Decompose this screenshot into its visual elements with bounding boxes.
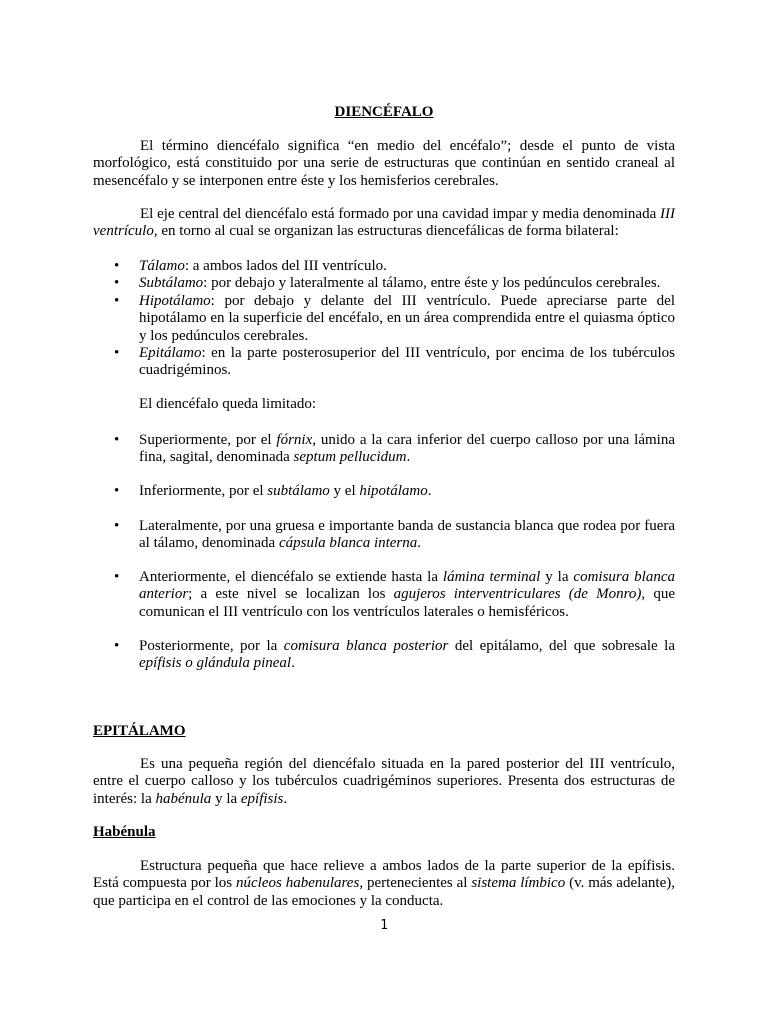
intro-paragraph-1: El término diencéfalo significa “en medio del encéfalo”; desde el punto de vista morfológico, está constituido por una serie de estructuras que continúan en sentido craneal al mesencéfalo y se interponen entre éste y los hemisferios cerebrales. xyxy=(93,138,675,189)
intro-paragraph-2: El eje central del diencéfalo está formado por una cavidad impar y media denominada III ventrículo, en torno al cual se organizan las estructuras diencefálicas de forma bilateral: xyxy=(93,206,675,240)
page-number: 1 xyxy=(380,918,388,933)
limits-intro: El diencéfalo queda limitado: xyxy=(139,396,317,412)
bullet-icon: • xyxy=(114,569,120,585)
bullet-icon: • xyxy=(114,638,120,654)
bullet-icon: • xyxy=(114,483,120,499)
habenula-paragraph: Estructura pequeña que hace relieve a ambos lados de la parte superior de la epífisis. Está compuesta por los núcleos habenulares, pertenecientes al sistema límbico (v. más adelante), que participa en el control de las emociones y la conducta. xyxy=(93,858,675,909)
bullet-icon: • xyxy=(114,258,120,274)
document-page: DIENCÉFALO El término diencéfalo significa “en medio del encéfalo”; desde el punto de vista morfológico, está constituido por una serie de estructuras que continúan en sentido craneal al mesencéfalo y se interponen entre éste y los hemisferios cerebrales. El eje central del diencéfalo está formado por una cavidad impar y media denominada III ventrículo, en torno al cual se organizan las estructuras diencefálicas de forma bilateral: • Tálamo: a ambos lados del III ventrículo. • Subtálamo: por debajo y lateralmente al tálamo, entre éste y los pedúnculos cerebrales. • Hipotálamo: por debajo y delante del III ventrículo. Puede apreciarse parte del hipotálamo en la superficie del encéfalo, en un área comprendida entre el quiasma óptico y los pedúnculos cerebrales. • Epitálamo: en la parte posterosuperior del III ventrículo, por encima de los tubérculos cuadrigéminos. El diencéfalo queda limitado: • Superiormente, por el fórnix, unido a la cara inferior del cuerpo calloso por una lámina fina, sagital, denominada septum pellucidum. • Inferiormente, por el subtálamo y el hipotálamo. • Lateralmente, por una gruesa e importante banda de sustancia blanca que rodea por fuera al tálamo, denominada cápsula blanca interna. • Anteriormente, el diencéfalo se extiende hasta la lámina terminal y la comisura blanca anterior; a este nivel se localizan los agujeros interventriculares (de Monro), que comunican el III ventrículo con los ventrículos laterales o hemisféricos. • Posteriormente, por la comisura blanca posterior del epitálamo, del que sobresale la epífisis o glándula pineal. EPITÁLAMO Es una pequeña región del diencéfalo situada en la pared posterior del III ventrículo, entre el cuerpo calloso y los tubérculos cuadrigéminos superiores. Presenta dos estructuras de interés: la habénula y la epífisis. Habénula Estructura pequeña que hace relieve a ambos lados de la parte superior de la epífisis. Está compuesta por los núcleos habenulares, pertenecientes al sistema límbico (v. más adelante), que participa en el control de las emociones y la conducta. 1 xyxy=(0,0,768,1024)
bullet-icon: • xyxy=(114,432,120,448)
subsection-heading-habenula: Habénula xyxy=(93,824,156,840)
epitalamo-paragraph: Es una pequeña región del diencéfalo situada en la pared posterior del III ventrículo, entre el cuerpo calloso y los tubérculos cuadrigéminos superiores. Presenta dos estructuras de interés: la habénula y la epífisis. xyxy=(93,756,675,807)
bullet-icon: • xyxy=(114,275,120,291)
bullet-icon: • xyxy=(114,345,120,361)
page-title: DIENCÉFALO xyxy=(334,104,434,120)
bullet-icon: • xyxy=(114,293,120,309)
section-heading-epitalamo: EPITÁLAMO xyxy=(93,723,186,739)
bullet-icon: • xyxy=(114,518,120,534)
